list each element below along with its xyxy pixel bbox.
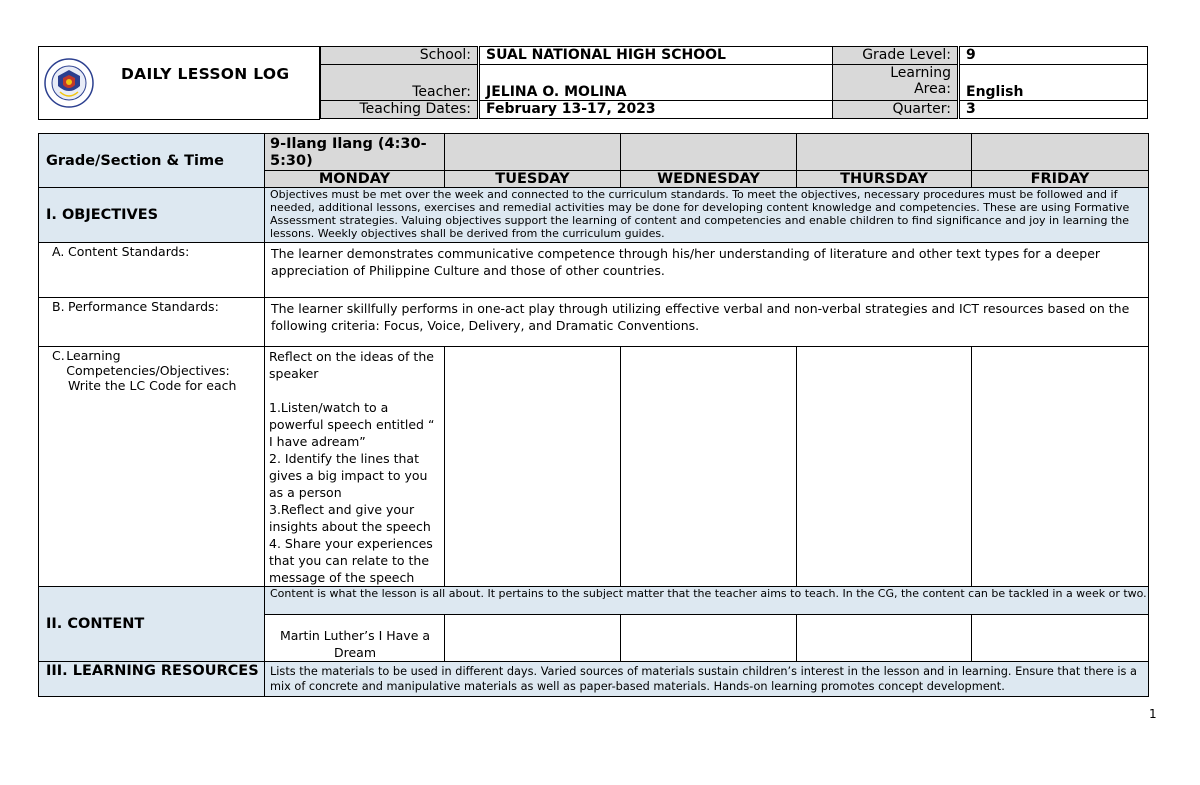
content-monday: Martin Luther’s I Have a Dream — [265, 615, 445, 662]
competencies-title: Learning Competencies/Objectives: — [66, 348, 230, 378]
day-monday: MONDAY — [265, 171, 445, 188]
content-standards-text: The learner demonstrates communicative competence through his/her understanding of literature and other text types for a deeper appreciation of Philippine Culture and those of other countries. — [265, 243, 1149, 298]
teaching-dates-label: Teaching Dates: — [321, 100, 479, 118]
performance-standards-label — [39, 298, 265, 347]
day-thursday: THURSDAY — [797, 171, 972, 188]
content-note: Content is what the lesson is all about. It pertains to the subject matter that the teacher aims to teach. In the CG, the content can be tackled in a week or two. — [265, 587, 1149, 615]
grade-section-label: Grade/Section & Time — [39, 134, 265, 188]
competencies-label — [39, 347, 265, 587]
performance-standards-letter: B. — [52, 299, 65, 314]
learning-area-label-line1: Learning — [890, 65, 951, 82]
performance-standards-text: The learner skillfully performs in one-act play through utilizing effective verbal and non-verbal strategies and ICT resources based on the following criteria: Focus, Voice, Delivery, and Dramatic Conventions. — [265, 298, 1149, 347]
competencies-wednesday — [621, 347, 797, 587]
grade-level-label: Grade Level: — [833, 47, 959, 65]
lesson-log-table — [38, 133, 1149, 697]
section-time: 9-Ilang Ilang (4:30-5:30) — [265, 134, 445, 171]
competencies-friday — [972, 347, 1149, 587]
day-tuesday: TUESDAY — [445, 171, 621, 188]
competencies-monday-list: 1.Listen/watch to a powerful speech entitled “ I have adream” 2. Identify the lines that gives a big impact to you as a person 3.Reflect and give your insights about the speech 4. Share your experiences that you can relate to the message of the speech — [269, 400, 435, 585]
competencies-monday — [265, 347, 445, 587]
performance-standards-title: Performance Standards: — [68, 299, 219, 314]
objectives-label: I. OBJECTIVES — [39, 188, 265, 243]
quarter-label: Quarter: — [833, 100, 959, 118]
logo-cell — [38, 46, 320, 120]
teacher-value: JELINA O. MOLINA — [479, 65, 833, 100]
competencies-sublabel: Write the LC Code for each — [68, 378, 237, 393]
blank-header-cell — [972, 134, 1149, 171]
page-number: 1 — [1149, 707, 1157, 721]
blank-header-cell — [621, 134, 797, 171]
content-standards-title: Content Standards: — [68, 244, 190, 259]
quarter-value: 3 — [959, 100, 1148, 118]
learning-resources-label: III. LEARNING RESOURCES — [39, 662, 265, 697]
document-title: DAILY LESSON LOG — [121, 65, 290, 83]
grade-level-value: 9 — [959, 47, 1148, 65]
competencies-thursday — [797, 347, 972, 587]
day-friday: FRIDAY — [972, 171, 1149, 188]
content-friday — [972, 615, 1149, 662]
blank-header-cell — [797, 134, 972, 171]
objectives-note: Objectives must be met over the week and connected to the curriculum standards. To meet the objectives, necessary procedures must be followed and if needed, additional lessons, exercises and remedial activities may be done for developing content knowledge and competencies. These are using Formative Assessment strategies. Valuing objectives support the learning of content and competencies and enable children to find significance and joy in learning the lessons. Weekly objectives shall be derived from the curriculum guides. — [265, 188, 1149, 243]
content-standards-letter: A. — [52, 244, 65, 259]
content-label: II. CONTENT — [39, 587, 265, 662]
day-wednesday: WEDNESDAY — [621, 171, 797, 188]
competencies-tuesday — [445, 347, 621, 587]
teacher-label: Teacher: — [321, 65, 479, 100]
content-tuesday — [445, 615, 621, 662]
teaching-dates-value: February 13-17, 2023 — [479, 100, 833, 118]
learning-resources-note: Lists the materials to be used in different days. Varied sources of materials sustain children’s interest in the lesson and in learning. Ensure that there is a mix of concrete and manipulative materials as well as paper-based materials. Hands-on learning promotes concept development. — [265, 662, 1149, 697]
learning-area-label — [833, 65, 959, 100]
school-value: SUAL NATIONAL HIGH SCHOOL — [479, 47, 833, 65]
blank-header-cell — [445, 134, 621, 171]
content-wednesday — [621, 615, 797, 662]
school-label: School: — [321, 47, 479, 65]
deped-seal-icon — [44, 58, 94, 108]
learning-area-label-line2: Area: — [914, 81, 951, 98]
header-info-table — [320, 46, 1148, 119]
content-standards-label — [39, 243, 265, 298]
competencies-letter: C. — [52, 348, 65, 363]
learning-area-value: English — [959, 65, 1148, 100]
content-thursday — [797, 615, 972, 662]
competencies-monday-intro: Reflect on the ideas of the speaker — [269, 349, 434, 381]
header — [38, 46, 1147, 120]
